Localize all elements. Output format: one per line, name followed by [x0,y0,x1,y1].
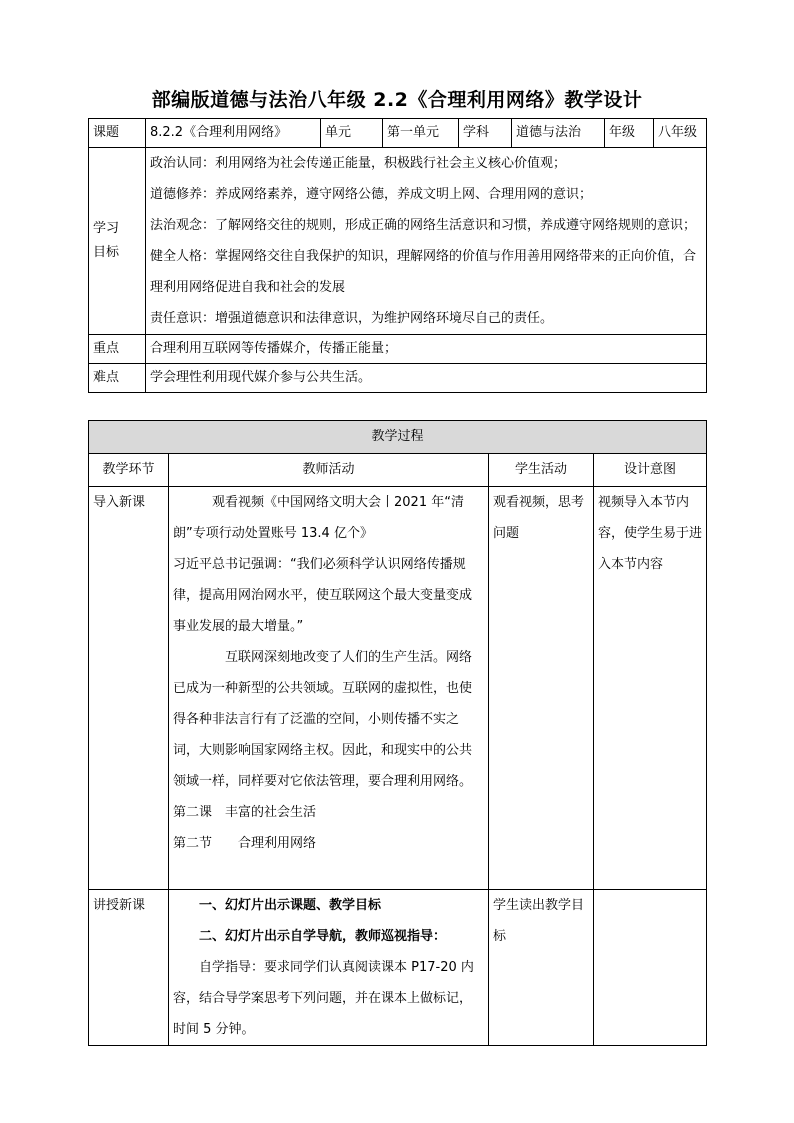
teacher-paragraph: 互联网深刻地改变了人们的生产生活。网络已成为一种新型的公共领域。互联网的虚拟性，也使得各种非法言行有了泛滥的空间，小则传播不实之词，大则影响国家网络主权。因此，和现实中的公共领域一样，同样要对它依法管理，要合理利用网络。 [173,650,473,789]
teacher-paragraph: 二、幻灯片出示自学导航，教师巡视指导： [199,929,447,944]
difficulty-label: 难点 [89,364,146,393]
teacher-paragraph: 习近平总书记强调：“我们必须科学认识网络传播规律，提高用网治网水平，使互联网这个最大变量变成事业发展的最大增量。” [173,557,473,634]
difficulty-row [89,364,707,393]
column-header: 教师活动 [169,454,489,487]
column-header: 学生活动 [489,454,594,487]
teacher-paragraph: 观看视频《中国网络文明大会丨2021 年“清朗”专项行动处置账号 13.4 亿个》 [173,495,464,541]
goal-item: 健全人格：掌握网络交往自我保护的知识，理解网络的价值与作用善用网络带来的正向价值，合理利用网络促进自我和社会的发展 [150,249,697,295]
goal-item: 法治观念：了解网络交往的规则，形成正确的网络生活意识和习惯，养成遵守网络规则的意识； [150,218,697,233]
unit-label: 单元 [321,119,383,148]
difficulty-value: 学会理性利用现代媒介参与公共生活。 [146,364,707,393]
subject-value: 道德与法治 [512,119,605,148]
grade-label: 年级 [605,119,654,148]
intent-cell: 视频导入本节内容，使学生易于进入本节内容 [594,487,707,890]
table-row [89,487,707,890]
goals-content [146,148,707,335]
student-cell: 观看视频，思考问题 [489,487,594,890]
goal-item: 道德修养：养成网络素养，遵守网络公德，养成文明上网、合理用网的意识； [150,187,593,202]
column-header-row [89,454,707,487]
teacher-cell [169,890,489,1046]
table-row [89,890,707,1046]
teacher-paragraph: 第二节 合理利用网络 [173,836,317,851]
goals-label-line2: 目标 [93,245,120,260]
process-section-title: 教学过程 [89,421,707,454]
process-section-row [89,421,707,454]
process-table [88,420,707,1046]
header-row [89,119,707,148]
goal-item: 责任意识：增强道德意识和法律意识，为维护网络环境尽自己的责任。 [150,311,554,326]
key-label: 重点 [89,335,146,364]
column-header: 教学环节 [89,454,169,487]
intent-cell [594,890,707,1046]
grade-value: 八年级 [654,119,707,148]
goals-row [89,148,707,335]
topic-value: 8.2.2《合理利用网络》 [146,119,321,148]
unit-value: 第一单元 [383,119,459,148]
stage-cell: 导入新课 [89,487,169,890]
student-cell: 学生读出教学目标 [489,890,594,1046]
stage-cell: 讲授新课 [89,890,169,1046]
topic-label: 课题 [89,119,146,148]
teacher-cell [169,487,489,890]
key-row [89,335,707,364]
subject-label: 学科 [459,119,512,148]
info-table [88,118,707,393]
column-header: 设计意图 [594,454,707,487]
goals-label [89,148,146,335]
teacher-paragraph: 第二课 丰富的社会生活 [173,805,317,820]
goals-label-line1: 学习 [93,221,120,236]
document-title: 部编版道德与法治八年级 2.2《合理利用网络》教学设计 [151,89,643,111]
key-value: 合理利用互联网等传播媒介，传播正能量； [146,335,707,364]
goal-item: 政治认同：利用网络为社会传递正能量，积极践行社会主义核心价值观； [150,156,567,171]
teacher-paragraph: 一、幻灯片出示课题、教学目标 [199,898,382,913]
teacher-paragraph: 自学指导：要求同学们认真阅读课本 P17-20 内容，结合导学案思考下列问题，并在课本上做标记，时间 5 分钟。 [173,960,474,1037]
